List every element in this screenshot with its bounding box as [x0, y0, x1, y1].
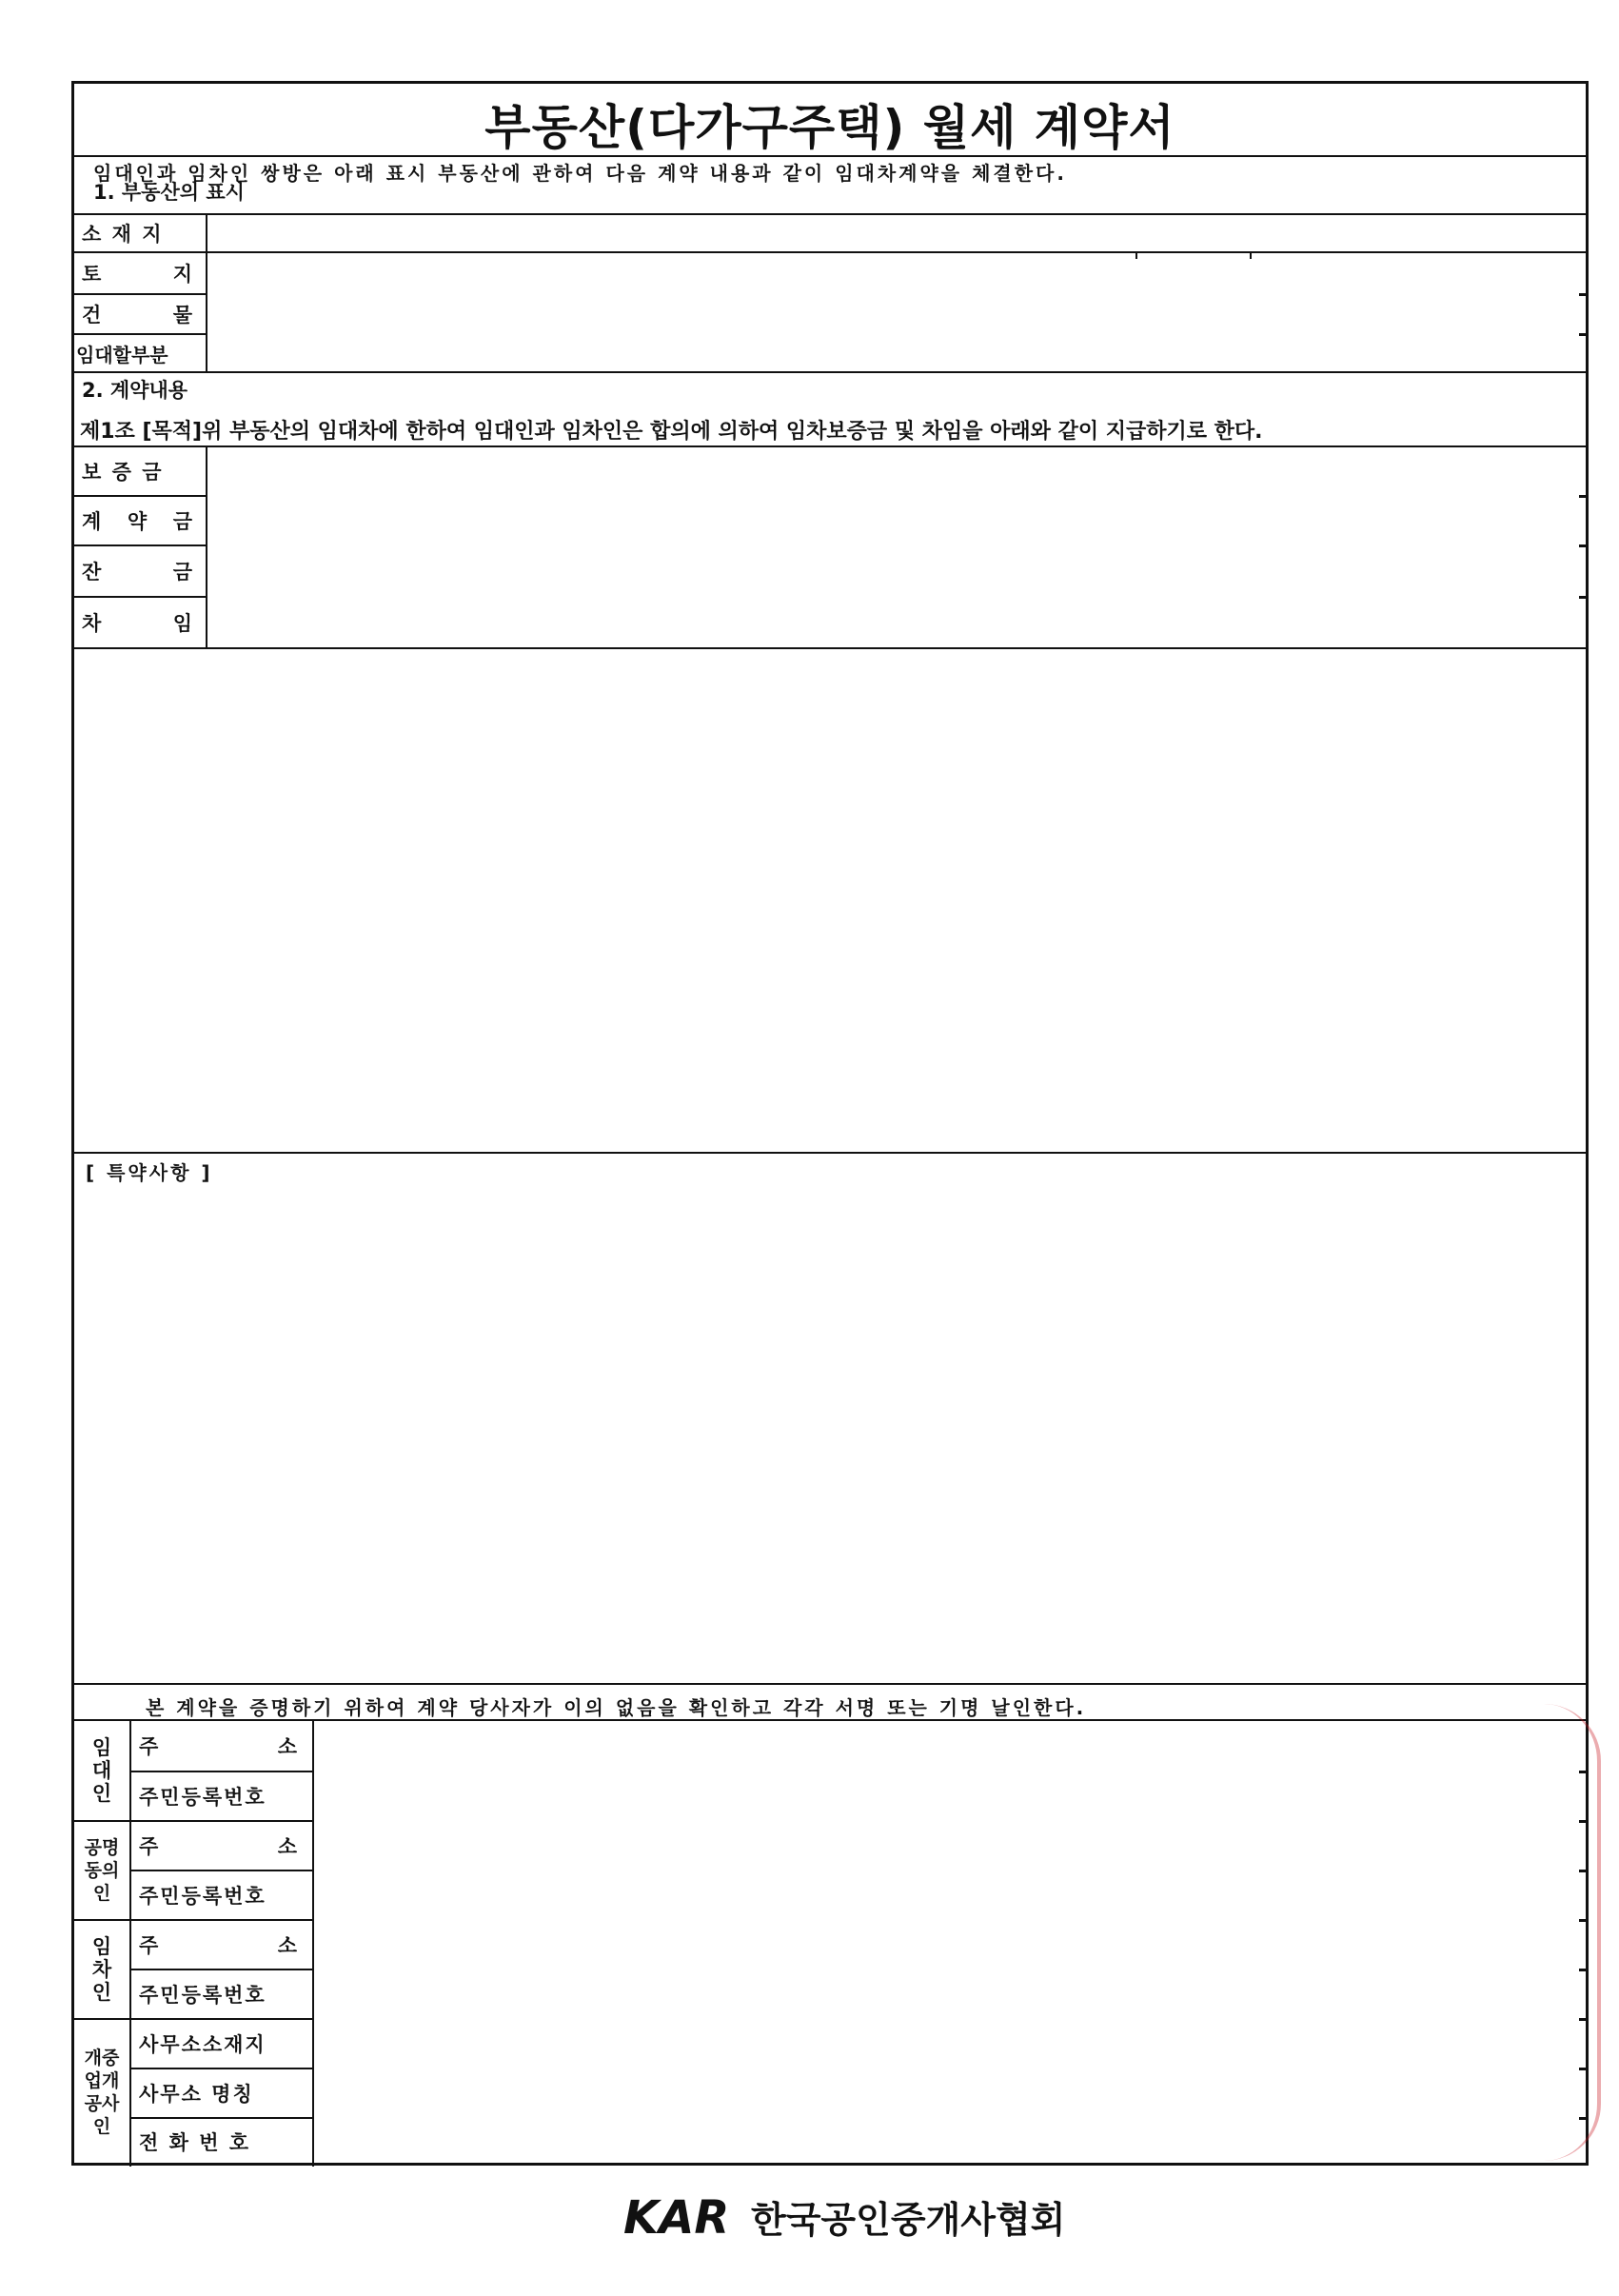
office-location-label: 사무소소재지 — [139, 2033, 267, 2056]
edge-tick — [1579, 596, 1589, 599]
divider — [129, 1771, 314, 1772]
divider — [206, 445, 207, 647]
contract-form — [71, 81, 1589, 2166]
divider — [312, 1719, 314, 2167]
divider — [74, 251, 1586, 253]
intro-text: 임대인과 임차인 쌍방은 아래 표시 부동산에 관하여 다음 계약 내용과 같이 임대차계약을 체결한다. — [93, 162, 1067, 185]
landlord-label: 임 대 인 — [91, 1736, 112, 1805]
divider — [74, 213, 1586, 215]
tenant-address-label: 주 소 — [139, 1934, 299, 1957]
red-seal-stamp — [1473, 1704, 1601, 2161]
signing-statement: 본 계약을 증명하기 위하여 계약 당사자가 이의 없음을 확인하고 각각 서명 또는 기명 날인한다. — [146, 1696, 1087, 1719]
divider — [74, 445, 1586, 447]
edge-tick — [1579, 544, 1589, 547]
divider — [74, 1683, 1586, 1685]
landlord-address-label: 주 소 — [139, 1735, 299, 1758]
rent-label: 차 임 — [82, 612, 194, 635]
section2-heading: 2. 계약내용 — [82, 379, 188, 402]
edge-tick — [1579, 333, 1589, 336]
page-title: 부동산(다가구주택) 월세 계약서 — [484, 100, 1175, 155]
divider — [1250, 251, 1252, 259]
divider — [74, 2018, 314, 2020]
divider — [74, 371, 1586, 373]
svg-text:KAR: KAR — [623, 2191, 730, 2245]
lease-part-label: 임대할부분 — [76, 343, 168, 366]
deposit-label: 보 증 금 — [82, 461, 164, 484]
kar-logo-icon — [623, 2187, 738, 2245]
office-name-label: 사무소 명칭 — [139, 2083, 254, 2106]
location-label: 소 재 지 — [82, 223, 164, 246]
building-label: 건 물 — [82, 304, 194, 327]
organization-name: 한국공인중개사협회 — [751, 2198, 1066, 2241]
divider — [129, 1870, 314, 1871]
agent-label: 개중 업개 공사 인 — [84, 2048, 120, 2137]
divider — [74, 647, 1586, 649]
divider — [129, 2068, 314, 2069]
footer — [623, 2187, 1065, 2245]
tenant-resident-number-label: 주민등록번호 — [139, 1984, 267, 2007]
edge-tick — [1579, 293, 1589, 296]
divider — [74, 1820, 314, 1822]
landlord-resident-number-label: 주민등록번호 — [139, 1786, 267, 1809]
co-owner-label: 공명 동의 인 — [84, 1837, 120, 1904]
divider — [1135, 251, 1137, 259]
divider — [129, 1969, 314, 1970]
divider — [74, 155, 1586, 157]
divider — [206, 213, 207, 371]
divider — [74, 1152, 1586, 1154]
contract-payment-label: 계 약 금 — [82, 510, 194, 533]
land-label: 토 지 — [82, 263, 194, 286]
balance-label: 잔 금 — [82, 561, 194, 584]
article1-text: 제1조 [목적]위 부동산의 임대차에 한하여 임대인과 임차인은 합의에 의하여 임차보증금 및 차임을 아래와 같이 지급하기로 한다. — [80, 420, 1263, 444]
divider — [129, 1719, 131, 2167]
divider — [74, 1919, 314, 1921]
divider — [129, 2117, 314, 2119]
tenant-label: 임 차 인 — [91, 1935, 112, 2004]
co-owner-resident-number-label: 주민등록번호 — [139, 1885, 267, 1908]
co-owner-address-label: 주 소 — [139, 1835, 299, 1858]
phone-label: 전 화 번 호 — [139, 2131, 251, 2154]
special-terms-heading: [ 특약사항 ] — [86, 1161, 213, 1184]
section1-heading: 1. 부동산의 표시 — [93, 181, 245, 204]
edge-tick — [1579, 495, 1589, 498]
